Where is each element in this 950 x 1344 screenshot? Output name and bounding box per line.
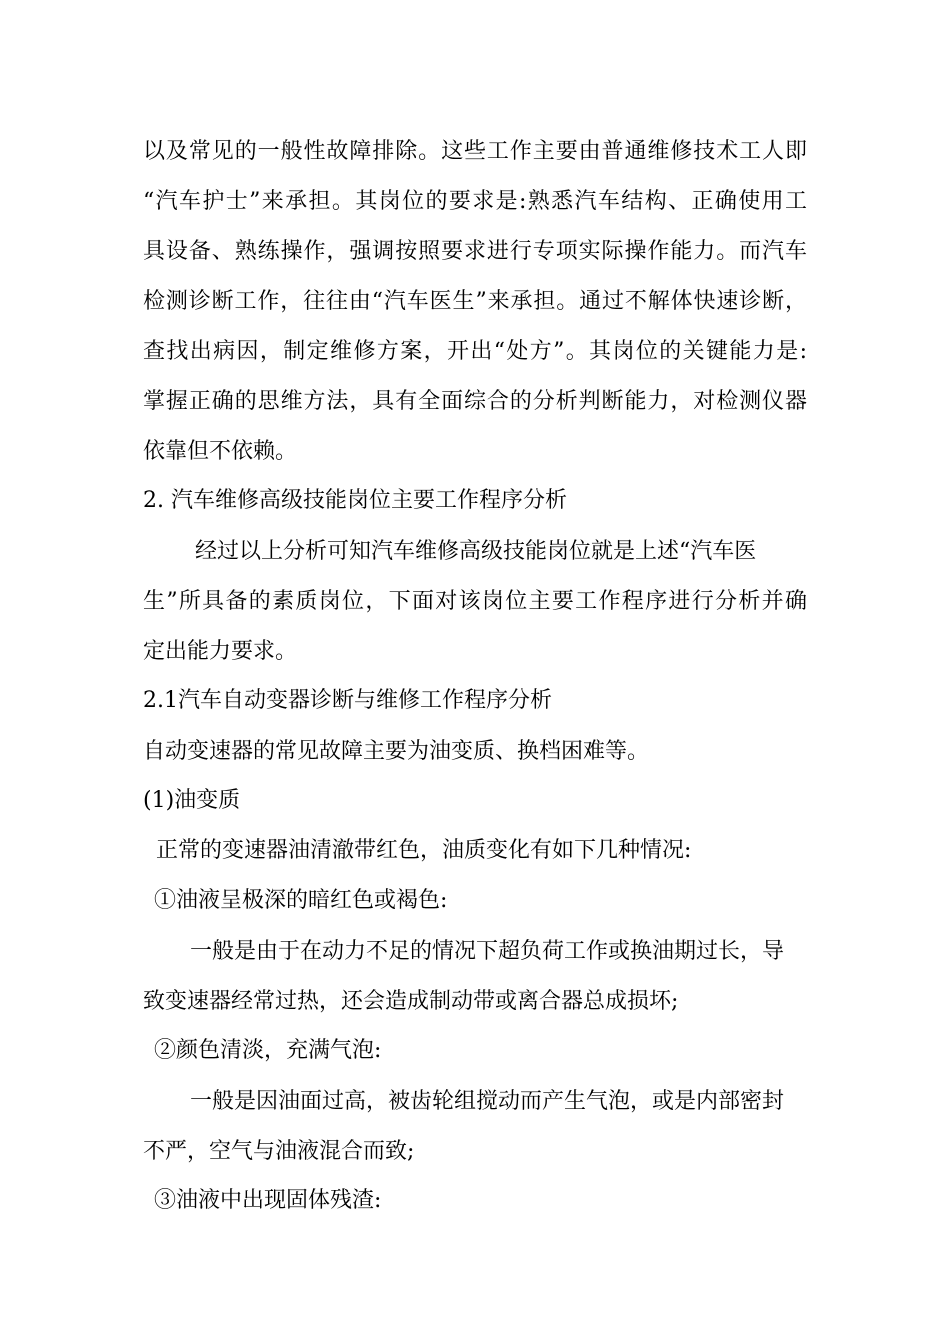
case-1-line-2: 致变速器经常过热，还会造成制动带或离合器总成损坏; xyxy=(143,989,679,1014)
paragraph-1-line-1: 以及常见的一般性故障排除。这些工作主要由普通维修技术工人即 xyxy=(143,139,807,164)
normal-oil-line: 正常的变速器油清澈带红色，油质变化有如下几种情况: xyxy=(156,838,692,863)
section-heading-2-1: 2.1汽车自动变器诊断与维修工作程序分析 xyxy=(143,688,552,713)
case-1-line-1: 一般是由于在动力不足的情况下超负荷工作或换油期过长，导 xyxy=(190,939,785,964)
section-heading-2: 2. 汽车维修高级技能岗位主要工作程序分析 xyxy=(143,488,567,513)
paragraph-1-line-3: 具设备、熟练操作，强调按照要求进行专项实际操作能力。而汽车 xyxy=(143,239,807,264)
case-1-title: ①油液呈极深的暗红色或褐色: xyxy=(154,888,448,913)
paragraph-1-line-4: 检测诊断工作，往往由“汽车医生”来承担。通过不解体快速诊断， xyxy=(143,289,807,314)
intro-line: 自动变速器的常见故障主要为油变质、换档困难等。 xyxy=(143,739,650,764)
subheading-oil-deterioration: (1)油变质 xyxy=(143,788,241,813)
case-2-title: ②颜色清淡，充满气泡: xyxy=(154,1038,382,1063)
paragraph-2-line-2: 生”所具备的素质岗位，下面对该岗位主要工作程序进行分析并确 xyxy=(143,589,807,614)
paragraph-2-line-1: 经过以上分析可知汽车维修高级技能岗位就是上述“汽车医 xyxy=(195,539,757,564)
paragraph-1-line-5: 查找出病因，制定维修方案，开出“处方”。其岗位的关键能力是: xyxy=(143,339,807,364)
paragraph-2-line-3: 定出能力要求。 xyxy=(143,639,298,664)
case-2-line-2: 不严，空气与油液混合而致; xyxy=(143,1139,415,1164)
paragraph-1-line-6: 掌握正确的思维方法，具有全面综合的分析判断能力，对检测仪器 xyxy=(143,389,807,414)
paragraph-1-line-7: 依靠但不依赖。 xyxy=(143,439,298,464)
paragraph-1-line-2: “汽车护士”来承担。其岗位的要求是:熟悉汽车结构、正确使用工 xyxy=(143,189,807,214)
case-2-line-1: 一般是因油面过高，被齿轮组搅动而产生气泡，或是内部密封 xyxy=(190,1089,785,1114)
case-3-title: ③油液中出现固体残渣: xyxy=(154,1188,382,1213)
